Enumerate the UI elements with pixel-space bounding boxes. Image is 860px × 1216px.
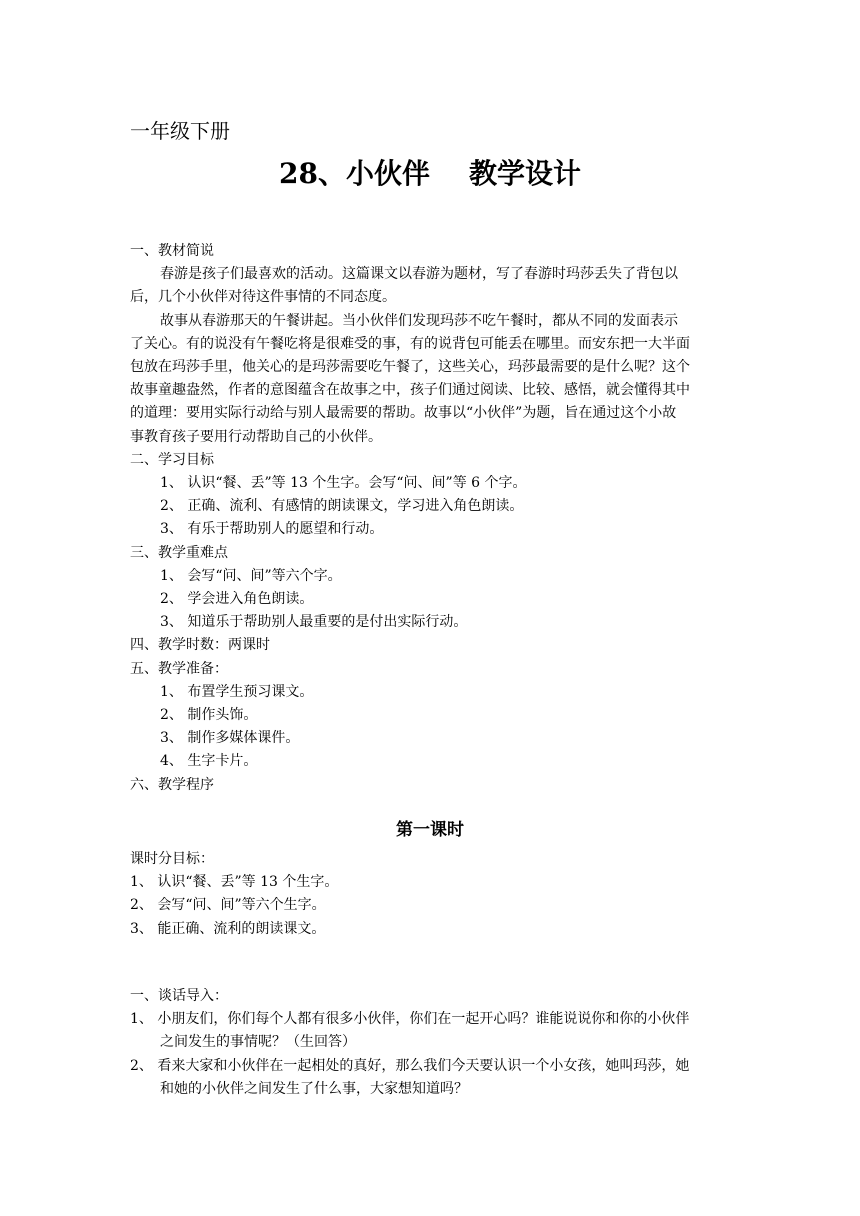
grade-label: 一年级下册 <box>130 119 230 143</box>
section-heading: 四、教学时数：两课时 <box>130 637 270 654</box>
list-item-continuation: 和她的小伙伴之间发生了什么事，大家想知道吗？ <box>160 1080 468 1097</box>
list-item: 1、 布置学生预习课文。 <box>160 683 314 700</box>
paragraph-line: 包放在玛莎手里，他关心的是玛莎需要吃午餐了，这些关心，玛莎最需要的是什么呢？这个 <box>130 359 690 376</box>
list-item: 3、 能正确、流利的朗读课文。 <box>130 920 326 937</box>
list-item: 1、 认识“餐、丢”等 13 个生字。 <box>130 874 339 891</box>
lesson-title: 第一课时 <box>396 820 464 840</box>
paragraph-line: 的道理：要用实际行动给与别人最需要的帮助。故事以“小伙伴”为题，旨在通过这个小故 <box>130 405 677 422</box>
paragraph-line: 了关心。有的说没有午餐吃将是很难受的事，有的说背包可能丢在哪里。而安东把一大半面 <box>130 335 690 352</box>
paragraph-line: 事教育孩子要用行动帮助自己的小伙伴。 <box>130 428 382 445</box>
lesson-goals <box>130 848 730 941</box>
section-heading: 三、教学重难点 <box>130 544 228 561</box>
list-item: 3、 有乐于帮助别人的愿望和行动。 <box>160 521 384 538</box>
document-body <box>130 240 730 797</box>
list-item: 2、 会写“问、间”等六个生字。 <box>130 897 326 914</box>
list-item: 2、 正确、流利、有感情的朗读课文，学习进入角色朗读。 <box>160 498 524 515</box>
lesson-intro <box>130 985 730 1101</box>
list-item: 2、 看来大家和小伙伴在一起相处的真好，那么我们今天要认识一个小女孩，她叫玛莎，她 <box>130 1057 690 1074</box>
list-item: 3、 制作多媒体课件。 <box>160 730 300 747</box>
list-item: 4、 生字卡片。 <box>160 753 258 770</box>
section-heading: 一、谈话导入： <box>130 988 228 1004</box>
section-heading: 一、教材简说 <box>130 243 214 259</box>
list-item-continuation: 之间发生的事情呢？（生回答） <box>160 1034 356 1051</box>
paragraph-line: 故事童趣盎然，作者的意图蕴含在故事之中，孩子们通过阅读、比较、感悟，就会懂得其中 <box>130 382 690 399</box>
list-item: 2、 学会进入角色朗读。 <box>160 591 314 608</box>
paragraph-line: 故事从春游那天的午餐讲起。当小伙伴们发现玛莎不吃午餐时，都从不同的发面表示 <box>160 312 678 329</box>
goals-label: 课时分目标： <box>130 851 214 867</box>
paragraph-line: 后，几个小伙伴对待这件事情的不同态度。 <box>130 289 396 306</box>
document-title: 28、小伙伴 教学设计 <box>279 157 581 190</box>
list-item: 1、 小朋友们，你们每个人都有很多小伙伴，你们在一起开心吗？谁能说说你和你的小伙伴 <box>130 1011 690 1028</box>
section-heading: 二、学习目标 <box>130 451 214 468</box>
section-heading: 六、教学程序 <box>130 776 214 793</box>
paragraph-line: 春游是孩子们最喜欢的活动。这篇课文以春游为题材，写了春游时玛莎丢失了背包以 <box>160 266 678 283</box>
list-item: 3、 知道乐于帮助别人最重要的是付出实际行动。 <box>160 614 468 631</box>
list-item: 1、 认识“餐、丢”等 13 个生字。会写“问、间”等 6 个字。 <box>160 475 527 492</box>
list-item: 1、 会写“问、间”等六个字。 <box>160 567 342 584</box>
list-item: 2、 制作头饰。 <box>160 707 258 724</box>
section-heading: 五、教学准备： <box>130 660 228 677</box>
